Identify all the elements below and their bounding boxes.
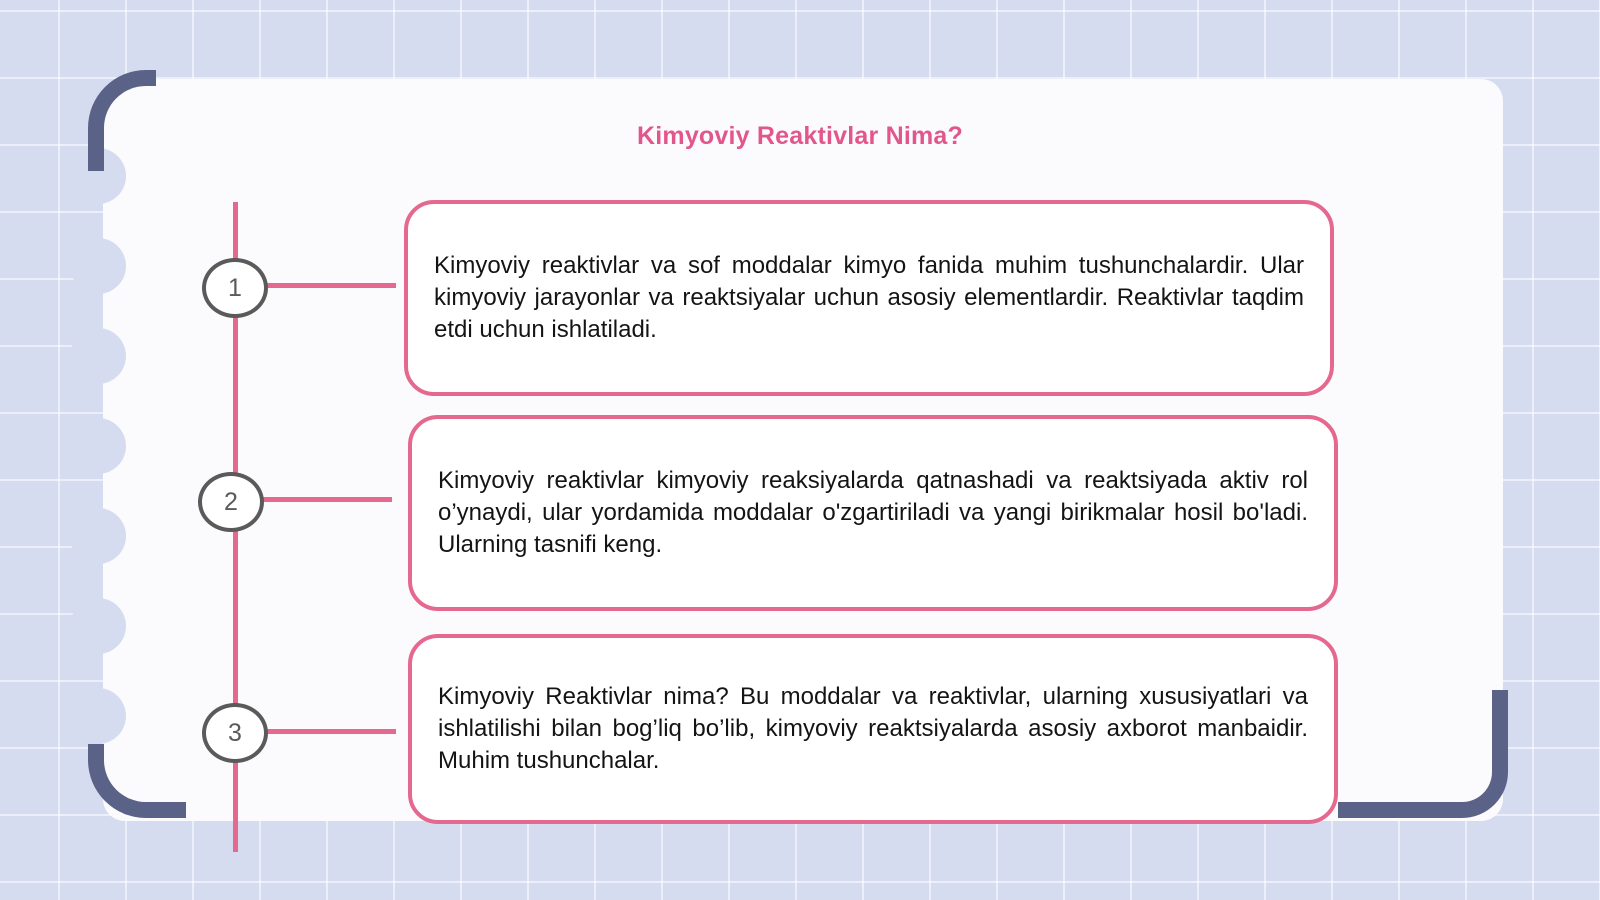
timeline-node-1: 1 <box>202 258 268 318</box>
paper-edge-notch <box>70 508 126 564</box>
paper-edge-notch <box>70 688 126 744</box>
timeline-card-text: Kimyoviy Reaktivlar nima? Bu moddalar va reaktivlar, ularning xususiyatlari va ishlatilishi bilan bog’liq bo’lib, kimyoviy reaktsiyalarda asosiy axborot manbaidir. Muhim tushunchalar. <box>438 683 1308 774</box>
timeline-node-2: 2 <box>198 472 264 532</box>
paper-edge-notch <box>70 598 126 654</box>
corner-bracket-bottom-left <box>88 744 186 818</box>
timeline-node-3: 3 <box>202 703 268 763</box>
timeline-connector-1 <box>267 283 396 288</box>
timeline-connector-2 <box>263 497 392 502</box>
timeline-card-text: Kimyoviy reaktivlar va sof moddalar kimyo fanida muhim tushunchalardir. Ular kimyoviy jarayonlar va reaktsiyalar uchun asosiy elementlardir. Reaktivlar taqdim etdi uchun ishlatiladi. <box>434 252 1304 343</box>
timeline-card-2 <box>408 415 1338 611</box>
paper-edge-notch <box>70 418 126 474</box>
paper-edge-notch <box>70 328 126 384</box>
corner-bracket-bottom-right <box>1338 690 1508 818</box>
timeline-connector-3 <box>267 729 396 734</box>
timeline-card-1 <box>404 200 1334 396</box>
slide-title: Kimyoviy Reaktivlar Nima? <box>637 122 963 150</box>
timeline-card-text: Kimyoviy reaktivlar kimyoviy reaksiyalarda qatnashadi va reaktsiyada aktiv rol o’ynaydi, ular yordamida moddalar o'zgartiriladi va yangi birikmalar hosil bo'ladi. Ularning tasnifi keng. <box>438 467 1308 558</box>
timeline-card-3 <box>408 634 1338 824</box>
paper-edge-notch <box>70 238 126 294</box>
corner-bracket-top-left <box>88 70 156 171</box>
